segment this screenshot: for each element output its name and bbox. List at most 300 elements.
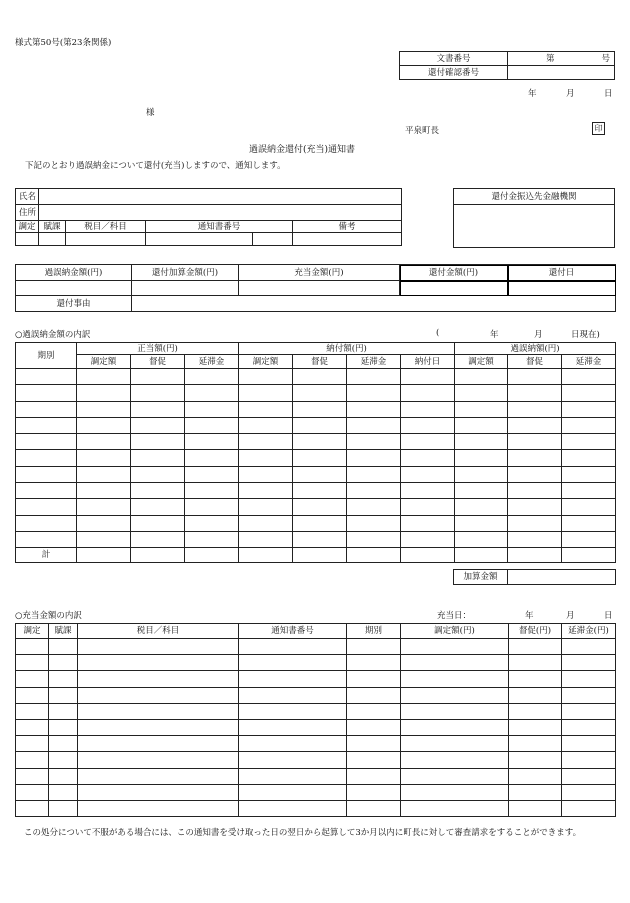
sub-col: 督促 bbox=[508, 355, 562, 369]
cell[interactable] bbox=[39, 233, 66, 246]
cell[interactable] bbox=[78, 639, 239, 655]
cell[interactable] bbox=[347, 655, 401, 671]
cell[interactable] bbox=[131, 401, 185, 417]
allocation-date-label: 充当日： bbox=[437, 611, 472, 621]
address-label: 住所 bbox=[16, 205, 39, 221]
col-refund-amount: 還付金額(円) bbox=[400, 265, 508, 281]
allocation-month: 月 bbox=[566, 611, 575, 621]
cell[interactable] bbox=[455, 483, 508, 499]
cell[interactable] bbox=[239, 385, 293, 401]
refund-reason-field[interactable] bbox=[132, 296, 616, 312]
cell[interactable] bbox=[77, 515, 131, 531]
cell[interactable] bbox=[562, 417, 616, 433]
cell[interactable] bbox=[401, 369, 455, 385]
cell[interactable] bbox=[347, 515, 401, 531]
cell[interactable] bbox=[239, 768, 347, 784]
cell[interactable] bbox=[239, 401, 293, 417]
cell[interactable] bbox=[401, 800, 509, 816]
cell[interactable] bbox=[401, 752, 509, 768]
cell[interactable] bbox=[253, 233, 293, 246]
cell[interactable] bbox=[78, 703, 239, 719]
cell[interactable] bbox=[508, 483, 562, 499]
issuer: 平泉町長 bbox=[405, 126, 440, 136]
cell[interactable] bbox=[131, 548, 185, 563]
cell[interactable] bbox=[131, 483, 185, 499]
cell[interactable] bbox=[347, 466, 401, 482]
cell[interactable] bbox=[562, 401, 616, 417]
cell[interactable] bbox=[508, 531, 562, 547]
cell[interactable] bbox=[401, 466, 455, 482]
cell[interactable] bbox=[401, 671, 509, 687]
cell[interactable] bbox=[509, 784, 562, 800]
cell[interactable] bbox=[293, 369, 347, 385]
cell[interactable] bbox=[131, 531, 185, 547]
table-row bbox=[16, 450, 616, 466]
col-remarks: 備考 bbox=[293, 221, 402, 233]
cell[interactable] bbox=[16, 385, 77, 401]
cell[interactable] bbox=[401, 434, 455, 450]
table-row bbox=[16, 784, 616, 800]
cell[interactable] bbox=[239, 671, 347, 687]
table-row bbox=[16, 515, 616, 531]
cell[interactable] bbox=[562, 800, 616, 816]
table-row bbox=[16, 752, 616, 768]
cell[interactable] bbox=[78, 655, 239, 671]
bank-field[interactable] bbox=[454, 205, 615, 248]
cell[interactable] bbox=[455, 515, 508, 531]
table-row bbox=[16, 417, 616, 433]
col-period: 期別 bbox=[16, 343, 77, 369]
table-row bbox=[16, 687, 616, 703]
cell[interactable] bbox=[146, 233, 253, 246]
name-field[interactable] bbox=[39, 189, 402, 205]
cell[interactable] bbox=[347, 385, 401, 401]
cell[interactable] bbox=[293, 499, 347, 515]
doc-no-value[interactable]: 第 号 bbox=[508, 52, 615, 66]
cell[interactable] bbox=[401, 450, 455, 466]
cell[interactable] bbox=[401, 768, 509, 784]
cell[interactable] bbox=[16, 515, 77, 531]
cell[interactable] bbox=[16, 639, 49, 655]
cell[interactable] bbox=[239, 434, 293, 450]
sub-col: 延滞金 bbox=[562, 355, 616, 369]
cell[interactable] bbox=[455, 417, 508, 433]
table-row bbox=[16, 800, 616, 816]
cell[interactable] bbox=[455, 531, 508, 547]
cell[interactable] bbox=[509, 671, 562, 687]
cell[interactable] bbox=[508, 499, 562, 515]
cell[interactable] bbox=[347, 800, 401, 816]
cell[interactable] bbox=[509, 639, 562, 655]
cell[interactable] bbox=[293, 450, 347, 466]
cell[interactable] bbox=[131, 466, 185, 482]
cell[interactable] bbox=[455, 385, 508, 401]
cell[interactable] bbox=[77, 450, 131, 466]
cell[interactable] bbox=[455, 369, 508, 385]
footer-note: この処分について不服がある場合には、この通知書を受け取った日の翌日から起算して3か月以内に町長に対して審査請求をすることができます。 bbox=[24, 828, 582, 838]
allocation-table bbox=[15, 623, 616, 817]
confirm-no-value[interactable] bbox=[508, 66, 615, 80]
cell[interactable] bbox=[49, 703, 78, 719]
sub-col: 延滞金 bbox=[185, 355, 239, 369]
table-row bbox=[16, 401, 616, 417]
cell[interactable] bbox=[49, 671, 78, 687]
cell[interactable] bbox=[562, 687, 616, 703]
cell[interactable] bbox=[508, 466, 562, 482]
cell[interactable] bbox=[562, 385, 616, 401]
sub-col: 調定額 bbox=[77, 355, 131, 369]
cell[interactable] bbox=[16, 466, 77, 482]
cell[interactable] bbox=[239, 417, 293, 433]
cell[interactable] bbox=[401, 531, 455, 547]
cell[interactable] bbox=[347, 401, 401, 417]
cell[interactable] bbox=[347, 671, 401, 687]
as-of-month: 月 bbox=[534, 330, 543, 340]
cell[interactable] bbox=[78, 768, 239, 784]
date-month: 月 bbox=[566, 89, 575, 99]
cell[interactable] bbox=[347, 548, 401, 563]
table-row bbox=[16, 385, 616, 401]
cell[interactable] bbox=[401, 385, 455, 401]
cell[interactable] bbox=[562, 768, 616, 784]
cell[interactable] bbox=[77, 466, 131, 482]
cell[interactable] bbox=[16, 655, 49, 671]
cell[interactable] bbox=[562, 450, 616, 466]
cell[interactable] bbox=[293, 531, 347, 547]
cell[interactable] bbox=[16, 703, 49, 719]
cell[interactable] bbox=[49, 687, 78, 703]
cell[interactable] bbox=[185, 401, 239, 417]
refund-date-field[interactable] bbox=[508, 281, 616, 296]
cell[interactable] bbox=[77, 531, 131, 547]
cell[interactable] bbox=[185, 434, 239, 450]
cell[interactable] bbox=[16, 233, 39, 246]
cell[interactable] bbox=[131, 515, 185, 531]
cell[interactable] bbox=[401, 499, 455, 515]
cell[interactable] bbox=[293, 466, 347, 482]
cell[interactable] bbox=[49, 736, 78, 752]
cell[interactable] bbox=[131, 499, 185, 515]
cell[interactable] bbox=[185, 450, 239, 466]
cell[interactable] bbox=[131, 450, 185, 466]
cell[interactable] bbox=[562, 752, 616, 768]
table-row bbox=[16, 639, 616, 655]
cell[interactable] bbox=[347, 483, 401, 499]
cell[interactable] bbox=[562, 466, 616, 482]
cell[interactable] bbox=[239, 369, 293, 385]
cell[interactable] bbox=[16, 369, 77, 385]
cell[interactable] bbox=[185, 483, 239, 499]
cell[interactable] bbox=[562, 531, 616, 547]
cell[interactable] bbox=[78, 719, 239, 735]
table-row bbox=[16, 531, 616, 547]
cell[interactable] bbox=[239, 687, 347, 703]
col-notice-no: 通知書番号 bbox=[146, 221, 293, 233]
cell[interactable] bbox=[49, 752, 78, 768]
cell[interactable] bbox=[239, 515, 293, 531]
cell[interactable] bbox=[49, 784, 78, 800]
cell[interactable] bbox=[239, 655, 347, 671]
refund-reason-label: 還付事由 bbox=[16, 296, 132, 312]
document-title: 過誤納金還付(充当)通知書 bbox=[249, 145, 356, 155]
cell[interactable] bbox=[239, 466, 293, 482]
cell[interactable] bbox=[509, 703, 562, 719]
cell[interactable] bbox=[78, 687, 239, 703]
cell[interactable] bbox=[347, 736, 401, 752]
cell[interactable] bbox=[16, 417, 77, 433]
cell[interactable] bbox=[16, 736, 49, 752]
cell[interactable] bbox=[239, 450, 293, 466]
allocation-day: 日 bbox=[604, 611, 613, 621]
cell[interactable] bbox=[293, 385, 347, 401]
cell[interactable] bbox=[562, 671, 616, 687]
cell[interactable] bbox=[78, 736, 239, 752]
cell[interactable] bbox=[239, 499, 293, 515]
bank-box bbox=[453, 188, 615, 248]
group-correct: 正当額(円) bbox=[77, 343, 239, 355]
cell[interactable] bbox=[509, 719, 562, 735]
document-number-box bbox=[399, 51, 615, 80]
cell[interactable] bbox=[401, 784, 509, 800]
table-row bbox=[16, 719, 616, 735]
col-chotei: 調定 bbox=[16, 221, 39, 233]
allocation-title: ○充当金額の内訳 bbox=[15, 611, 82, 621]
cell[interactable] bbox=[16, 483, 77, 499]
cell[interactable] bbox=[16, 281, 132, 296]
table-row bbox=[16, 499, 616, 515]
cell[interactable] bbox=[347, 703, 401, 719]
taxpayer-table bbox=[15, 188, 402, 246]
table-row bbox=[16, 483, 616, 499]
cell[interactable] bbox=[293, 483, 347, 499]
cell[interactable] bbox=[49, 800, 78, 816]
cell[interactable] bbox=[347, 499, 401, 515]
cell[interactable] bbox=[401, 401, 455, 417]
cell[interactable] bbox=[347, 450, 401, 466]
cell[interactable] bbox=[132, 281, 239, 296]
cell[interactable] bbox=[347, 687, 401, 703]
cell[interactable] bbox=[239, 703, 347, 719]
as-of-open: ( bbox=[436, 328, 440, 338]
cell[interactable] bbox=[293, 401, 347, 417]
cell[interactable] bbox=[562, 483, 616, 499]
cell[interactable] bbox=[185, 548, 239, 563]
cell[interactable] bbox=[562, 369, 616, 385]
cell[interactable] bbox=[185, 531, 239, 547]
cell[interactable] bbox=[239, 736, 347, 752]
cell[interactable] bbox=[562, 548, 616, 563]
cell[interactable] bbox=[16, 531, 77, 547]
cell[interactable] bbox=[293, 548, 347, 563]
cell[interactable] bbox=[347, 531, 401, 547]
cell[interactable] bbox=[347, 369, 401, 385]
refund-amount-field[interactable] bbox=[400, 281, 508, 296]
cell[interactable] bbox=[16, 784, 49, 800]
cell[interactable] bbox=[562, 515, 616, 531]
cell[interactable] bbox=[16, 719, 49, 735]
cell[interactable] bbox=[185, 385, 239, 401]
cell[interactable] bbox=[401, 655, 509, 671]
cell[interactable] bbox=[347, 639, 401, 655]
cell[interactable] bbox=[401, 639, 509, 655]
cell[interactable] bbox=[77, 548, 131, 563]
cell[interactable] bbox=[77, 483, 131, 499]
cell[interactable] bbox=[401, 483, 455, 499]
cell[interactable] bbox=[16, 768, 49, 784]
cell[interactable] bbox=[16, 800, 49, 816]
cell[interactable] bbox=[347, 719, 401, 735]
cell[interactable] bbox=[78, 784, 239, 800]
cell[interactable] bbox=[562, 499, 616, 515]
cell[interactable] bbox=[239, 483, 293, 499]
cell[interactable] bbox=[66, 233, 146, 246]
table-row bbox=[16, 671, 616, 687]
addressee-suffix: 様 bbox=[146, 108, 155, 118]
cell[interactable] bbox=[562, 655, 616, 671]
cell[interactable] bbox=[508, 515, 562, 531]
cell[interactable] bbox=[77, 417, 131, 433]
date-year: 年 bbox=[528, 89, 537, 99]
cell[interactable] bbox=[131, 369, 185, 385]
table-row bbox=[16, 466, 616, 482]
col-dunning: 督促(円) bbox=[509, 624, 562, 639]
col-fuka: 賦課 bbox=[49, 624, 78, 639]
cell[interactable] bbox=[401, 548, 455, 563]
cell[interactable] bbox=[16, 671, 49, 687]
intro-text: 下記のとおり過誤納金について還付(充当)しますので、通知します。 bbox=[25, 161, 286, 171]
cell[interactable] bbox=[347, 752, 401, 768]
cell[interactable] bbox=[401, 417, 455, 433]
name-label: 氏名 bbox=[16, 189, 39, 205]
cell[interactable] bbox=[78, 752, 239, 768]
col-overpaid: 過誤納金額(円) bbox=[16, 265, 132, 281]
cell[interactable] bbox=[185, 369, 239, 385]
cell[interactable] bbox=[508, 401, 562, 417]
cell[interactable] bbox=[509, 800, 562, 816]
cell[interactable] bbox=[78, 800, 239, 816]
cell[interactable] bbox=[185, 499, 239, 515]
address-field[interactable] bbox=[39, 205, 402, 221]
cell[interactable] bbox=[347, 784, 401, 800]
cell[interactable] bbox=[562, 703, 616, 719]
cell[interactable] bbox=[16, 401, 77, 417]
cell[interactable] bbox=[49, 639, 78, 655]
allocation-year: 年 bbox=[525, 611, 534, 621]
cell[interactable] bbox=[508, 369, 562, 385]
cell[interactable] bbox=[16, 434, 77, 450]
cell[interactable] bbox=[239, 639, 347, 655]
cell[interactable] bbox=[455, 450, 508, 466]
col-period: 期別 bbox=[347, 624, 401, 639]
cell[interactable] bbox=[78, 671, 239, 687]
cell[interactable] bbox=[239, 531, 293, 547]
cell[interactable] bbox=[509, 768, 562, 784]
cell[interactable] bbox=[49, 719, 78, 735]
cell[interactable] bbox=[509, 687, 562, 703]
cell[interactable] bbox=[509, 655, 562, 671]
cell[interactable] bbox=[131, 417, 185, 433]
amounts-table bbox=[15, 264, 616, 312]
cell[interactable] bbox=[131, 385, 185, 401]
cell[interactable] bbox=[131, 434, 185, 450]
cell[interactable] bbox=[509, 752, 562, 768]
col-zeimoku: 税目／科目 bbox=[78, 624, 239, 639]
cell[interactable] bbox=[401, 687, 509, 703]
cell[interactable] bbox=[239, 784, 347, 800]
doc-no-label: 文書番号 bbox=[400, 52, 508, 66]
cell[interactable] bbox=[77, 434, 131, 450]
cell[interactable] bbox=[293, 417, 347, 433]
cell[interactable] bbox=[562, 736, 616, 752]
cell[interactable] bbox=[455, 466, 508, 482]
cell[interactable] bbox=[77, 499, 131, 515]
cell[interactable] bbox=[455, 548, 508, 563]
col-late-fee: 延滞金(円) bbox=[562, 624, 616, 639]
cell[interactable] bbox=[508, 385, 562, 401]
cell[interactable] bbox=[455, 499, 508, 515]
as-of-year: 年 bbox=[490, 330, 499, 340]
group-paid: 納付額(円) bbox=[239, 343, 455, 355]
col-fuka: 賦課 bbox=[39, 221, 66, 233]
cell[interactable] bbox=[562, 784, 616, 800]
cell[interactable] bbox=[347, 417, 401, 433]
cell[interactable] bbox=[49, 768, 78, 784]
col-allocated: 充当金額(円) bbox=[239, 265, 400, 281]
cell[interactable] bbox=[347, 768, 401, 784]
cell[interactable] bbox=[16, 450, 77, 466]
cell[interactable] bbox=[16, 499, 77, 515]
cell[interactable] bbox=[293, 434, 347, 450]
cell[interactable] bbox=[401, 703, 509, 719]
cell[interactable] bbox=[77, 401, 131, 417]
table-row bbox=[16, 703, 616, 719]
cell[interactable] bbox=[239, 548, 293, 563]
cell[interactable] bbox=[508, 434, 562, 450]
cell[interactable] bbox=[508, 417, 562, 433]
cell[interactable] bbox=[239, 719, 347, 735]
cell[interactable] bbox=[185, 515, 239, 531]
cell[interactable] bbox=[562, 639, 616, 655]
cell[interactable] bbox=[509, 736, 562, 752]
cell[interactable] bbox=[562, 434, 616, 450]
cell[interactable] bbox=[293, 233, 402, 246]
cell[interactable] bbox=[401, 736, 509, 752]
cell[interactable] bbox=[508, 548, 562, 563]
sub-col: 納付日 bbox=[401, 355, 455, 369]
cell[interactable] bbox=[562, 719, 616, 735]
cell[interactable] bbox=[16, 752, 49, 768]
cell[interactable] bbox=[508, 450, 562, 466]
confirm-no-label: 還付確認番号 bbox=[400, 66, 508, 80]
cell[interactable] bbox=[185, 417, 239, 433]
cell[interactable] bbox=[77, 369, 131, 385]
cell[interactable] bbox=[347, 434, 401, 450]
cell[interactable] bbox=[293, 515, 347, 531]
cell[interactable] bbox=[16, 687, 49, 703]
cell[interactable] bbox=[49, 655, 78, 671]
cell[interactable] bbox=[239, 800, 347, 816]
cell[interactable] bbox=[455, 434, 508, 450]
cell[interactable] bbox=[239, 281, 400, 296]
surcharge-field[interactable] bbox=[508, 570, 616, 585]
cell[interactable] bbox=[77, 385, 131, 401]
cell[interactable] bbox=[401, 719, 509, 735]
cell[interactable] bbox=[401, 515, 455, 531]
cell[interactable] bbox=[239, 752, 347, 768]
col-chotei: 調定 bbox=[16, 624, 49, 639]
cell[interactable] bbox=[455, 401, 508, 417]
cell[interactable] bbox=[185, 466, 239, 482]
